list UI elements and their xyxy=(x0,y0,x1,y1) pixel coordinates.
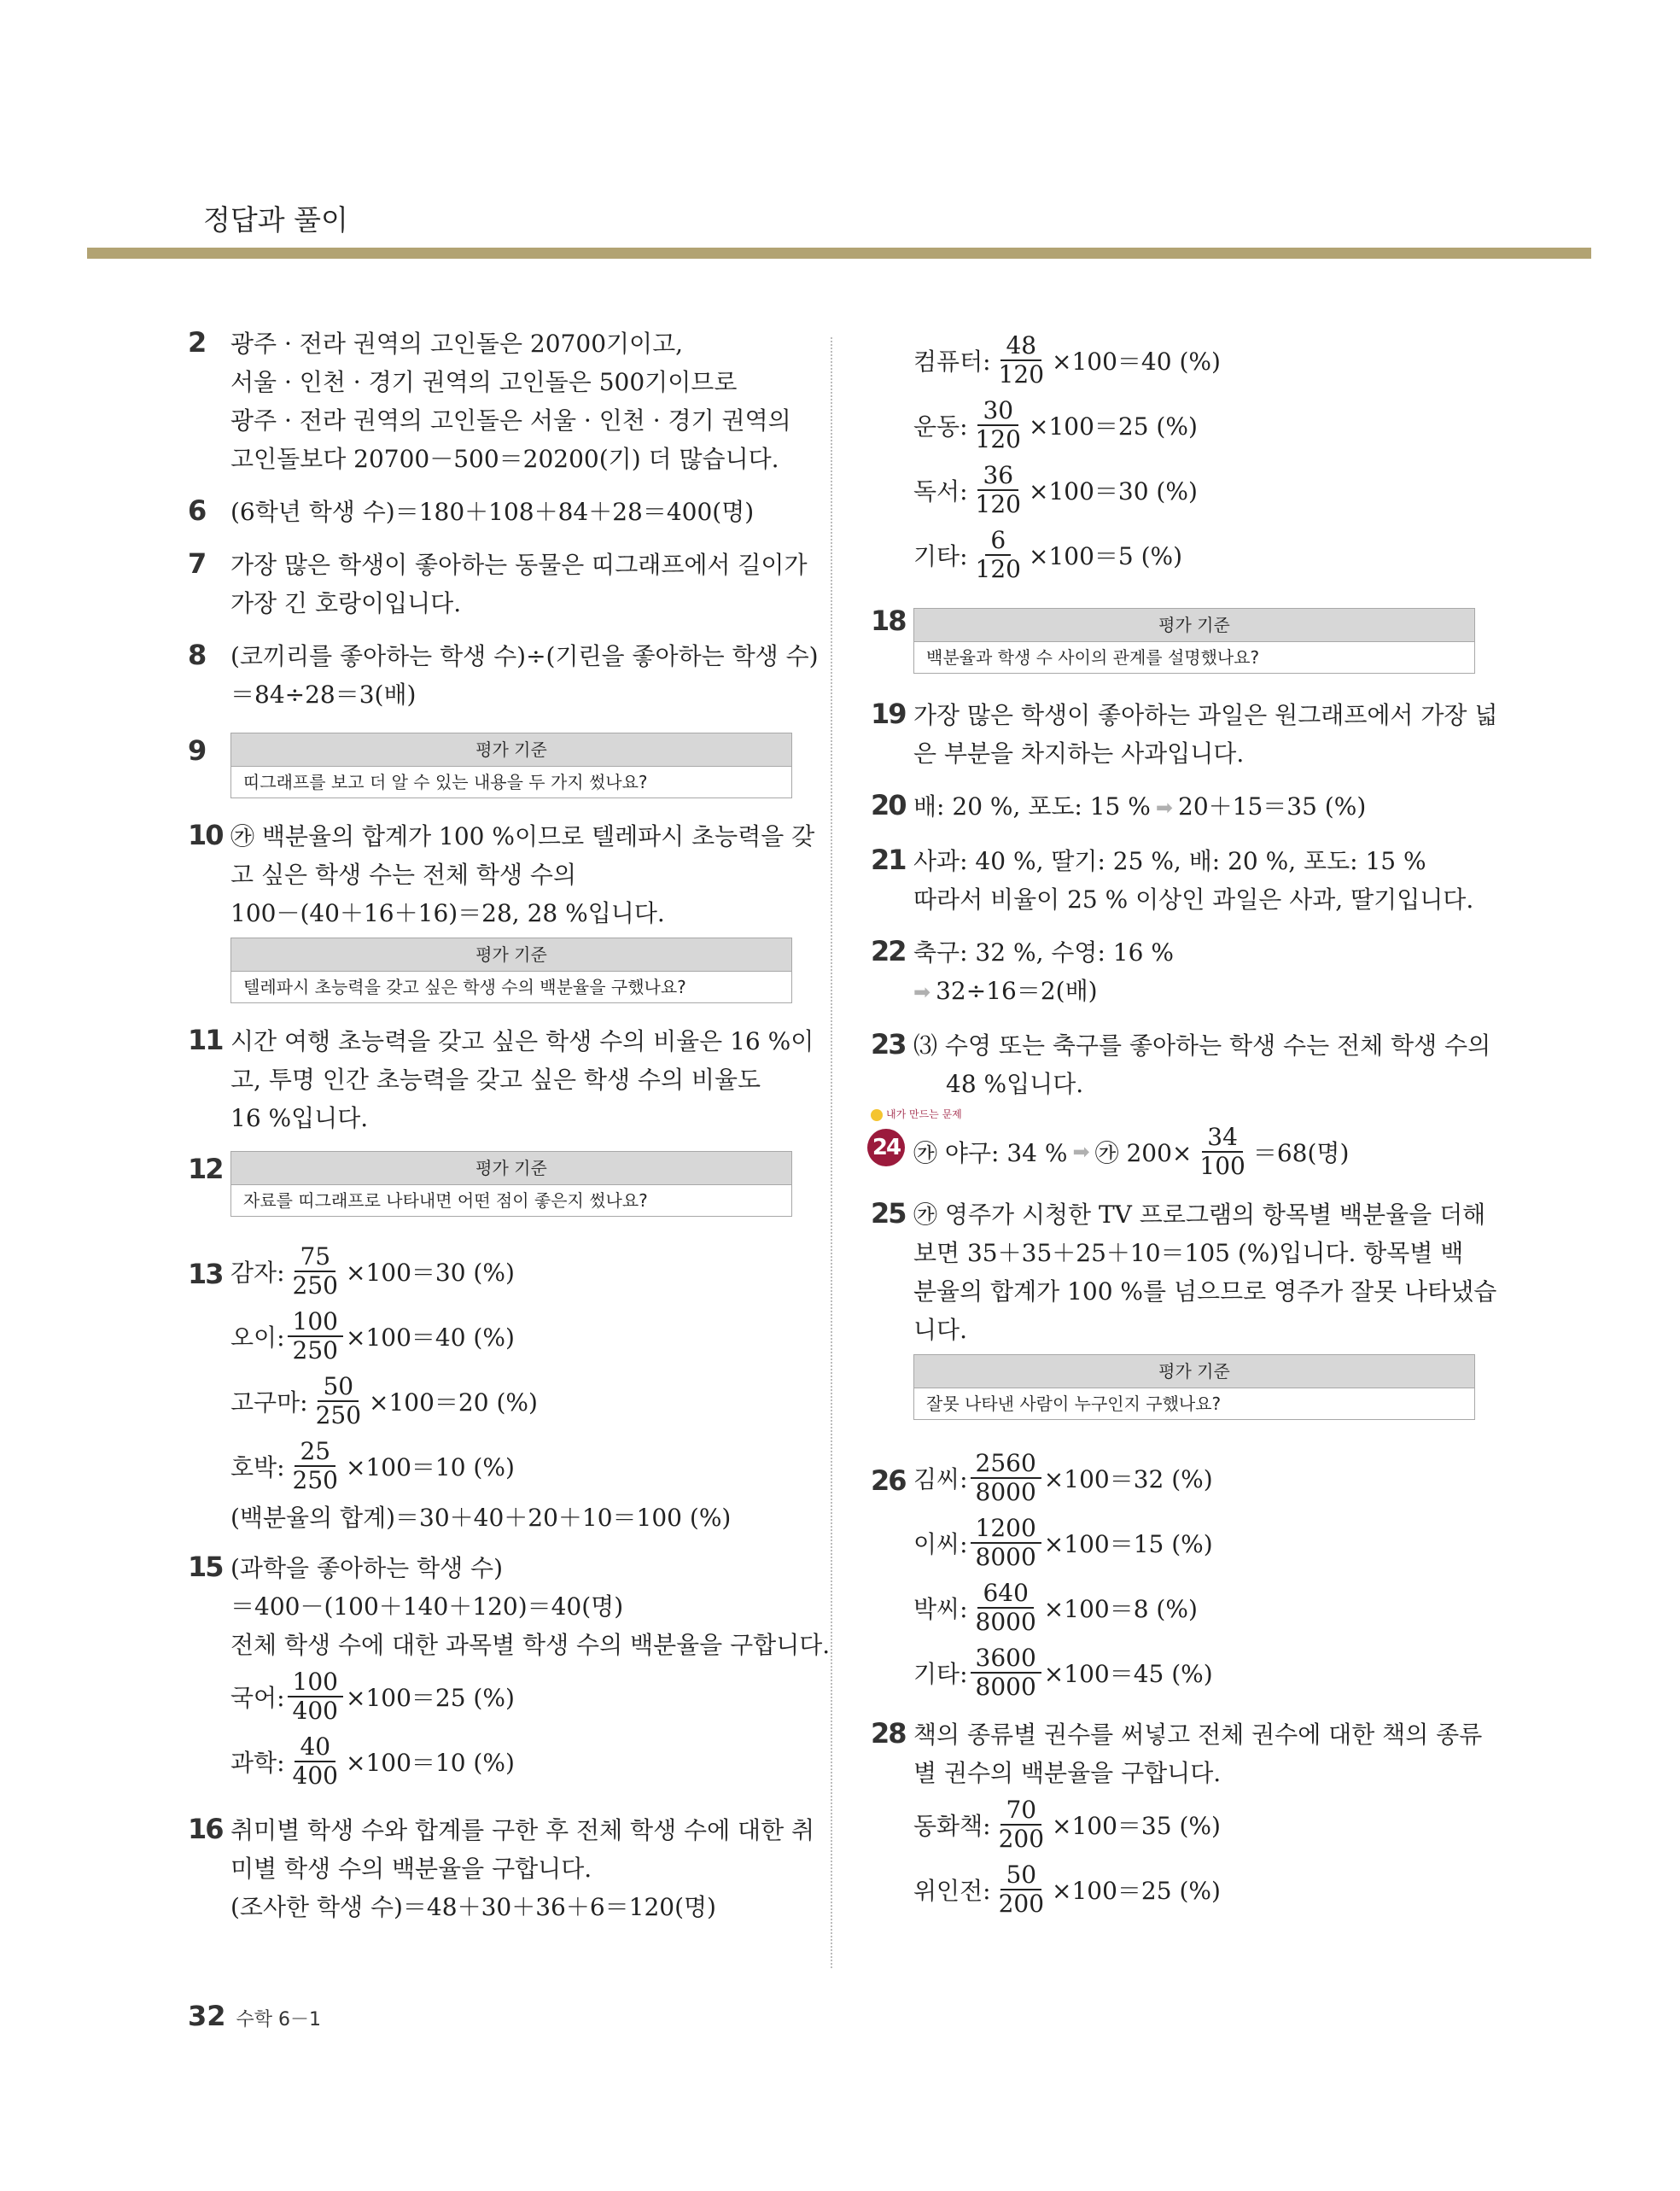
text-line xyxy=(913,972,1470,1012)
row-label: 동화책: xyxy=(913,1812,991,1840)
denominator: 120 xyxy=(975,425,1021,453)
fraction xyxy=(994,1797,1049,1853)
problem-number: 15 xyxy=(188,1551,223,1583)
row-result: ×100＝32 (%) xyxy=(1043,1465,1213,1493)
fraction-row xyxy=(230,1434,792,1499)
row-result: ×100＝30 (%) xyxy=(1028,477,1198,505)
fraction xyxy=(288,1438,343,1494)
text-line: 가장 긴 호랑이입니다. xyxy=(230,589,462,617)
text-line: 광주 · 전라 권역의 고인돌은 20700기이고, xyxy=(230,330,684,358)
numerator: 50 xyxy=(318,1373,359,1402)
answer-part: ＝68(명) xyxy=(1252,1139,1350,1167)
fraction xyxy=(994,1861,1049,1918)
text-line: 48 %입니다. xyxy=(946,1070,1084,1098)
fraction xyxy=(288,1243,343,1300)
text-line: 축구: 32 %, 수영: 16 % xyxy=(913,938,1174,967)
row-label: 기타: xyxy=(913,542,968,570)
page-number: 32 xyxy=(188,2000,226,2032)
problem-number: 25 xyxy=(871,1197,906,1230)
row-result: ×100＝40 (%) xyxy=(345,1323,515,1352)
fraction xyxy=(288,1733,343,1790)
numerator: 34 xyxy=(1202,1124,1243,1153)
header-rule xyxy=(87,248,1591,259)
denominator: 200 xyxy=(998,1825,1045,1853)
numerator: 640 xyxy=(977,1580,1033,1609)
my-problem-tag xyxy=(871,1107,962,1121)
fraction xyxy=(971,1450,1041,1506)
answer-2 xyxy=(188,324,792,478)
problem-number: 13 xyxy=(188,1258,223,1290)
fraction xyxy=(971,527,1026,583)
row-label: 고구마: xyxy=(230,1388,308,1417)
answer-15 xyxy=(188,1549,831,1794)
text-line: (백분율의 합계)＝30＋40＋20＋10＝100 (%) xyxy=(230,1504,732,1532)
text-line: ＝400－(100＋140＋120)＝40(명) xyxy=(230,1592,624,1621)
right-arrow-icon: ➡ xyxy=(1072,1140,1090,1164)
fraction-row xyxy=(230,1729,792,1794)
evaluation-criteria xyxy=(230,938,792,1003)
fraction xyxy=(311,1373,366,1429)
answer-16-continued xyxy=(871,328,1470,587)
text-line: 별 권수의 백분율을 구합니다. xyxy=(913,1759,1222,1787)
text-line: 취미별 학생 수와 합계를 구한 후 전체 학생 수에 대한 취 xyxy=(230,1816,815,1844)
numerator: 30 xyxy=(977,397,1018,426)
text-line: 은 부분을 차지하는 사과입니다. xyxy=(913,739,1245,768)
text-line: 고 싶은 학생 수는 전체 학생 수의 xyxy=(230,861,577,889)
row-result: ×100＝10 (%) xyxy=(345,1749,515,1777)
text-line: 100－(40＋16＋16)＝28, 28 %입니다. xyxy=(230,899,665,927)
answer-8 xyxy=(188,637,819,714)
fraction xyxy=(971,1645,1041,1701)
row-label: 컴퓨터: xyxy=(913,348,991,376)
fraction-row xyxy=(913,1446,1470,1510)
text-line: (코끼리를 좋아하는 학생 수)÷(기린을 좋아하는 학생 수) xyxy=(230,642,819,670)
answer-24 xyxy=(871,1108,1470,1180)
text-line: 16 %입니다. xyxy=(230,1104,369,1132)
criteria-text: 잘못 나타낸 사람이 누구인지 구했나요? xyxy=(926,1393,1222,1414)
row-label: 기타: xyxy=(913,1660,968,1688)
problem-number: 28 xyxy=(871,1717,906,1750)
numerator: 40 xyxy=(295,1733,335,1762)
page-footer xyxy=(188,2000,321,2032)
denominator: 250 xyxy=(315,1401,362,1429)
numerator: 100 xyxy=(288,1308,343,1337)
answer-26 xyxy=(871,1446,1470,1705)
row-label: 오이: xyxy=(230,1323,285,1352)
text-line: 니다. xyxy=(913,1316,967,1344)
row-result: ×100＝15 (%) xyxy=(1043,1530,1213,1558)
numerator: 48 xyxy=(1000,332,1041,361)
text-line: (6학년 학생 수)＝180＋108＋84＋28＝400(명) xyxy=(230,498,755,526)
row-label: 감자: xyxy=(230,1259,285,1287)
problem-number: 11 xyxy=(188,1024,223,1056)
text-line: 미별 학생 수의 백분율을 구합니다. xyxy=(230,1855,592,1883)
denominator: 120 xyxy=(975,555,1021,583)
denominator: 250 xyxy=(292,1466,338,1494)
numerator: 70 xyxy=(1000,1797,1041,1826)
row-result: ×100＝35 (%) xyxy=(1052,1812,1221,1840)
criteria-text: 백분율과 학생 수 사이의 관계를 설명했나요? xyxy=(926,647,1260,668)
right-arrow-icon: ➡ xyxy=(913,980,931,1004)
text-line: (조사한 학생 수)＝48＋30＋36＋6＝120(명) xyxy=(230,1893,716,1921)
answer-9 xyxy=(188,733,792,798)
fraction-row xyxy=(913,1510,1470,1575)
row-label: 김씨: xyxy=(913,1465,968,1493)
text-line xyxy=(913,787,1470,827)
row-result: ×100＝8 (%) xyxy=(1043,1595,1198,1623)
text-line: 서울 · 인천 · 경기 권역의 고인돌은 500기이므로 xyxy=(230,368,738,396)
denominator: 250 xyxy=(292,1336,338,1364)
criteria-text: 자료를 띠그래프로 나타내면 어떤 점이 좋은지 썼나요? xyxy=(243,1190,648,1211)
answer-7 xyxy=(188,546,808,622)
column-divider xyxy=(831,337,832,1968)
text-line: 가장 많은 학생이 좋아하는 동물은 띠그래프에서 길이가 xyxy=(230,551,808,579)
text-line: 가장 많은 학생이 좋아하는 과일은 원그래프에서 가장 넓 xyxy=(913,701,1498,729)
answer-12 xyxy=(188,1151,792,1217)
numerator: 36 xyxy=(977,462,1018,491)
problem-number: 7 xyxy=(188,547,206,580)
right-arrow-icon: ➡ xyxy=(1155,796,1173,820)
fraction-row xyxy=(913,1792,1470,1857)
row-result: ×100＝25 (%) xyxy=(1028,412,1198,441)
problem-number: 23 xyxy=(871,1028,906,1060)
row-result: ×100＝45 (%) xyxy=(1043,1660,1213,1688)
fraction-row xyxy=(230,1664,792,1729)
text-line: (과학을 좋아하는 학생 수) xyxy=(230,1554,504,1582)
problem-number: 20 xyxy=(871,789,906,821)
denominator: 8000 xyxy=(975,1543,1036,1571)
text-line: 보면 35＋35＋25＋10＝105 (%)입니다. 항목별 백 xyxy=(913,1239,1464,1267)
text-line: ㉮ 백분율의 합계가 100 %이므로 텔레파시 초능력을 갖 xyxy=(230,822,815,850)
problem-number: 21 xyxy=(871,844,906,876)
row-label: 과학: xyxy=(230,1749,285,1777)
text-line: 사과: 40 %, 딸기: 25 %, 배: 20 %, 포도: 15 % xyxy=(913,847,1426,875)
answer-part: 32÷16＝2(배) xyxy=(936,977,1098,1005)
text-line: 고, 투명 인간 초능력을 갖고 싶은 학생 수의 비율도 xyxy=(230,1066,761,1094)
row-result: ×100＝40 (%) xyxy=(1052,348,1221,376)
problem-number: 16 xyxy=(188,1813,223,1845)
criteria-text: 띠그래프를 보고 더 알 수 있는 내용을 두 가지 썼나요? xyxy=(243,772,648,792)
answer-20 xyxy=(871,787,1470,827)
fraction xyxy=(971,397,1026,453)
answer-21 xyxy=(871,842,1474,919)
fraction-row xyxy=(230,1369,792,1434)
problem-number: 2 xyxy=(188,326,206,359)
numerator: 50 xyxy=(1000,1861,1041,1890)
problem-number: 9 xyxy=(188,734,206,767)
answer-11 xyxy=(188,1022,814,1137)
criteria-header: 평가 기준 xyxy=(231,1152,791,1185)
row-label: 국어: xyxy=(230,1684,285,1712)
criteria-header: 평가 기준 xyxy=(231,733,791,767)
text-line: ⑶ 수영 또는 축구를 좋아하는 학생 수는 전체 학생 수의 xyxy=(913,1031,1491,1060)
numerator: 100 xyxy=(288,1668,343,1697)
row-result: ×100＝25 (%) xyxy=(345,1684,515,1712)
fraction-row xyxy=(913,523,1470,587)
answer-part: ㉮ 야구: 34 % xyxy=(913,1139,1068,1167)
text-line: ㉮ 영주가 시청한 TV 프로그램의 항목별 백분율을 더해 xyxy=(913,1201,1486,1229)
fraction-row xyxy=(913,1125,1470,1178)
criteria-header: 평가 기준 xyxy=(231,938,791,972)
left-column xyxy=(188,324,831,1926)
answer-part: 배: 20 %, 포도: 15 % xyxy=(913,792,1151,821)
row-label: 박씨: xyxy=(913,1595,968,1623)
denominator: 400 xyxy=(292,1762,338,1790)
row-label: 위인전: xyxy=(913,1877,991,1905)
answer-part: 20＋15＝35 (%) xyxy=(1178,792,1367,821)
row-label: 독서: xyxy=(913,477,968,505)
evaluation-criteria xyxy=(913,608,1475,674)
row-result: ×100＝25 (%) xyxy=(1052,1877,1221,1905)
answer-28 xyxy=(871,1715,1483,1922)
answer-22 xyxy=(871,933,1470,1012)
denominator: 120 xyxy=(998,360,1045,389)
denominator: 200 xyxy=(998,1890,1045,1918)
fraction-row xyxy=(913,1575,1470,1640)
numerator: 3600 xyxy=(971,1645,1041,1674)
fraction-row xyxy=(913,393,1470,458)
denominator: 8000 xyxy=(975,1478,1036,1506)
criteria-text: 텔레파시 초능력을 갖고 싶은 학생 수의 백분율을 구했나요? xyxy=(243,977,686,997)
problem-number: 6 xyxy=(188,494,206,527)
text-line: 분율의 합계가 100 %를 넘으므로 영주가 잘못 나타냈습 xyxy=(913,1277,1497,1306)
row-label: 호박: xyxy=(230,1453,285,1481)
text-line: 전체 학생 수에 대한 과목별 학생 수의 백분율을 구합니다. xyxy=(230,1631,831,1659)
row-label: 이씨: xyxy=(913,1530,968,1558)
problem-number: 22 xyxy=(871,935,906,967)
answer-6 xyxy=(188,493,792,531)
fraction xyxy=(971,1515,1041,1571)
fraction xyxy=(971,1580,1041,1636)
answer-19 xyxy=(871,696,1498,773)
evaluation-criteria xyxy=(913,1354,1475,1420)
evaluation-criteria xyxy=(230,1151,792,1217)
answer-23 xyxy=(871,1026,1491,1103)
text-line: 고인돌보다 20700－500＝20200(기) 더 많습니다. xyxy=(230,445,779,473)
fraction-row xyxy=(230,1239,792,1304)
fraction-row xyxy=(913,1640,1470,1705)
text-line: 시간 여행 초능력을 갖고 싶은 학생 수의 비율은 16 %이 xyxy=(230,1027,814,1055)
numerator: 2560 xyxy=(971,1450,1041,1479)
smile-icon xyxy=(871,1109,883,1121)
fraction-row xyxy=(913,458,1470,523)
problem-number: 26 xyxy=(871,1464,906,1497)
problem-number: 12 xyxy=(188,1153,223,1185)
fraction xyxy=(994,332,1049,389)
row-label: 운동: xyxy=(913,412,968,441)
problem-number-badge: 24 xyxy=(867,1129,905,1166)
numerator: 6 xyxy=(985,527,1011,556)
problem-number: 10 xyxy=(188,819,223,851)
criteria-header: 평가 기준 xyxy=(914,609,1474,642)
fraction xyxy=(971,462,1026,518)
header-title: 정답과 풀이 xyxy=(203,203,348,237)
fraction xyxy=(288,1308,343,1364)
denominator: 250 xyxy=(292,1271,338,1300)
numerator: 1200 xyxy=(971,1515,1041,1544)
row-result: ×100＝5 (%) xyxy=(1028,542,1183,570)
fraction-row xyxy=(913,328,1470,393)
right-column xyxy=(871,328,1498,1922)
row-result: ×100＝10 (%) xyxy=(345,1453,515,1481)
answer-13 xyxy=(188,1239,792,1537)
problem-number: 19 xyxy=(871,698,906,730)
text-line: 광주 · 전라 권역의 고인돌은 서울 · 인천 · 경기 권역의 xyxy=(230,406,791,435)
text-line: ＝84÷28＝3(배) xyxy=(230,681,417,709)
problem-number: 18 xyxy=(871,605,906,637)
problem-number: 8 xyxy=(188,639,206,671)
denominator: 8000 xyxy=(975,1608,1036,1636)
my-problem-label: 내가 만드는 문제 xyxy=(886,1108,962,1120)
denominator: 120 xyxy=(975,490,1021,518)
fraction xyxy=(288,1668,343,1725)
denominator: 100 xyxy=(1199,1152,1245,1180)
fraction-row xyxy=(913,1857,1470,1922)
denominator: 8000 xyxy=(975,1673,1036,1701)
row-result: ×100＝30 (%) xyxy=(345,1259,515,1287)
numerator: 75 xyxy=(295,1243,335,1272)
answer-16 xyxy=(188,1811,815,1926)
evaluation-criteria xyxy=(230,733,792,798)
denominator: 400 xyxy=(292,1697,338,1725)
fraction xyxy=(1194,1124,1250,1180)
criteria-header: 평가 기준 xyxy=(914,1355,1474,1388)
answer-18 xyxy=(871,605,1470,674)
text-line: 따라서 비율이 25 % 이상인 과일은 사과, 딸기입니다. xyxy=(913,885,1474,914)
text-line: 책의 종류별 권수를 써넣고 전체 권수에 대한 책의 종류 xyxy=(913,1721,1483,1749)
subject-label: 수학 6－1 xyxy=(236,2009,322,2030)
answer-10 xyxy=(188,817,815,1003)
fraction-row xyxy=(230,1304,792,1369)
row-result: ×100＝20 (%) xyxy=(369,1388,538,1417)
numerator: 25 xyxy=(295,1438,335,1467)
answer-25 xyxy=(871,1195,1497,1420)
answer-part: ㉮ 200× xyxy=(1094,1139,1193,1167)
